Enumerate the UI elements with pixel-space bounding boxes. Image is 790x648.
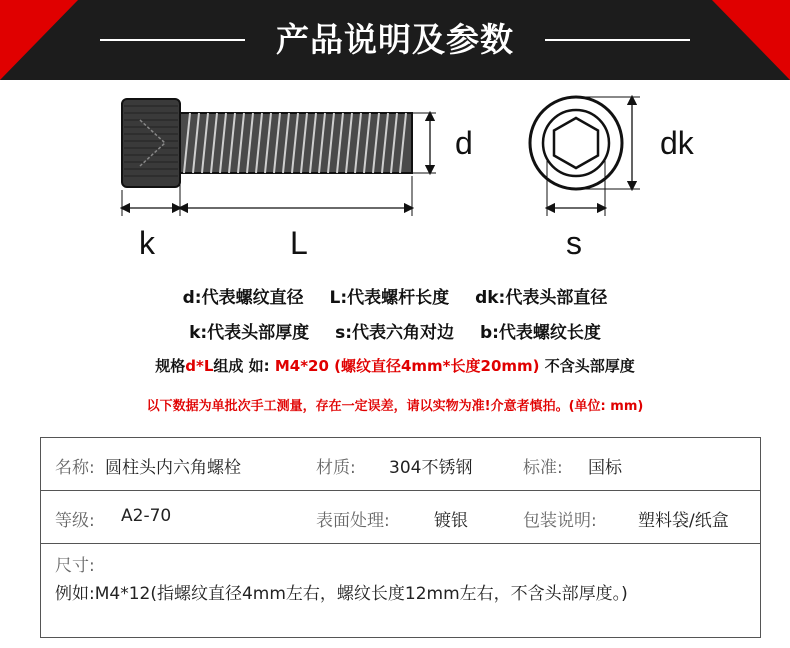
definition-L: L:代表螺杆长度 bbox=[329, 288, 450, 308]
spec-suffix: 不含头部厚度 bbox=[539, 357, 635, 375]
packing-label: 包装说明: bbox=[523, 511, 597, 531]
banner-red-corner-left bbox=[0, 0, 78, 80]
bolt-head-top-view bbox=[530, 97, 640, 216]
spec-example-value: M4*20 (螺纹直径4mm*长度20mm) bbox=[274, 357, 540, 375]
table-row bbox=[41, 438, 760, 491]
definition-b: b:代表螺纹长度 bbox=[479, 323, 601, 343]
definition-s: s:代表六角对边 bbox=[335, 323, 455, 343]
surface-value: 镀银 bbox=[434, 511, 468, 531]
label-dk: dk bbox=[660, 125, 694, 161]
surface-label: 表面处理: bbox=[316, 511, 390, 531]
label-s: s bbox=[566, 225, 582, 261]
definition-dk: dk:代表头部直径 bbox=[475, 288, 608, 308]
bolt-side-view bbox=[122, 99, 436, 216]
table-row bbox=[41, 491, 760, 544]
definitions-row-2 bbox=[0, 318, 790, 343]
spec-prefix: 规格 bbox=[155, 357, 186, 375]
standard-value: 国标 bbox=[588, 458, 622, 478]
bolt-diagram bbox=[0, 80, 790, 270]
grade-label: 等级: bbox=[55, 511, 95, 531]
size-value: 例如:M4*12(指螺纹直径4mm左右，螺纹长度12mm左右，不含头部厚度。) bbox=[55, 584, 628, 604]
measurement-note: 以下数据为单批次手工测量，存在一定误差，请以实物为准!介意者慎拍。(单位: mm) bbox=[146, 399, 644, 414]
label-k: k bbox=[139, 225, 155, 261]
material-label: 材质: bbox=[316, 458, 356, 478]
size-cell bbox=[55, 552, 745, 608]
material-value: 304不锈钢 bbox=[389, 458, 473, 478]
definitions-row-1 bbox=[0, 283, 790, 308]
name-value: 圆柱头内六角螺栓 bbox=[105, 458, 241, 478]
spec-mid: 组成 如: bbox=[213, 357, 275, 375]
table-row bbox=[41, 544, 760, 637]
size-label: 尺寸: bbox=[55, 556, 95, 576]
spec-dl: d*L bbox=[185, 357, 214, 375]
banner-red-corner-right bbox=[712, 0, 790, 80]
grade-value: A2-70 bbox=[121, 506, 172, 526]
label-L: L bbox=[290, 225, 308, 261]
banner-rule-left bbox=[100, 39, 245, 41]
header-banner bbox=[0, 0, 790, 80]
name-label: 名称: bbox=[55, 458, 95, 478]
banner-rule-right bbox=[545, 39, 690, 41]
spec-example bbox=[0, 355, 790, 376]
spec-table bbox=[40, 437, 761, 638]
page-title: 产品说明及参数 bbox=[276, 20, 514, 59]
packing-value: 塑料袋/纸盒 bbox=[638, 511, 729, 531]
definition-d: d:代表螺纹直径 bbox=[182, 288, 304, 308]
standard-label: 标准: bbox=[523, 458, 563, 478]
label-d: d bbox=[455, 125, 473, 161]
definition-k: k:代表头部厚度 bbox=[189, 323, 310, 343]
